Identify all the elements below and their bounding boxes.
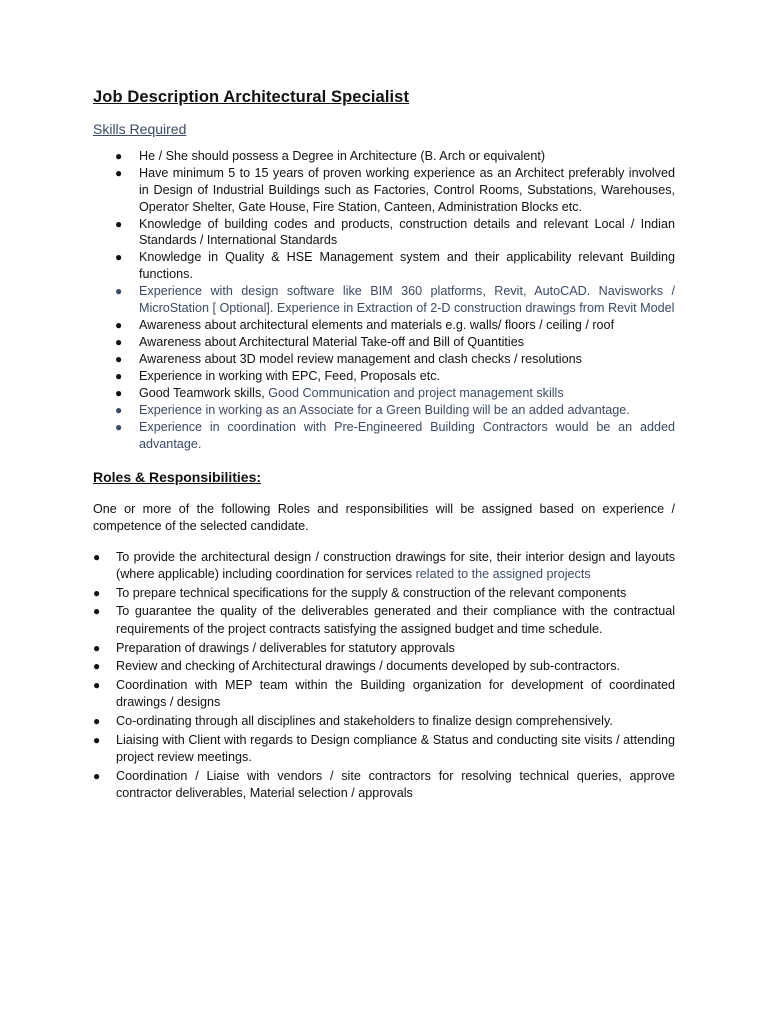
skill-text: Knowledge of building codes and products, construction details and relevant Local / Indian Standards / International Standards [139, 216, 675, 248]
role-text: To prepare technical specifications for the supply & construction of the relevant components [116, 585, 627, 600]
bullet-icon: ● [115, 385, 123, 400]
role-text: Review and checking of Architectural drawings / documents developed by sub-contractors. [116, 659, 621, 674]
bullet-icon: ● [115, 402, 123, 417]
bullet-icon: ● [93, 604, 101, 619]
bullet-icon: ● [115, 317, 123, 332]
skill-text: Good Teamwork skills, [139, 385, 269, 400]
document-page [93, 86, 675, 804]
skill-item [93, 419, 675, 453]
role-item [93, 603, 675, 638]
skill-item [93, 249, 675, 283]
skill-item [93, 317, 675, 334]
skill-item [93, 216, 675, 250]
role-item [93, 732, 675, 767]
role-item [93, 768, 675, 803]
role-text: Liaising with Client with regards to Design compliance & Status and conducting site visits / attending project review meetings. [116, 732, 675, 765]
roles-heading: Roles & Responsibilities: [93, 469, 262, 486]
skill-text-muted: Good Communication and project management skills [268, 385, 564, 400]
bullet-icon: ● [115, 284, 123, 299]
bullet-icon: ● [115, 149, 123, 163]
skill-text: He / She should possess a Degree in Architecture (B. Arch or equivalent) [139, 149, 546, 163]
role-text: To provide the architectural design / construction drawings for site, their interior design and layouts (where applicable) including coordination for services [116, 549, 675, 581]
role-item [93, 585, 675, 602]
role-text: Preparation of drawings / deliverables for statutory approvals [116, 640, 455, 655]
skill-item [93, 351, 675, 368]
role-item [93, 658, 675, 675]
roles-intro: One or more of the following Roles and responsibilities will be assigned based on experience / competence of the selected candidate. [93, 502, 675, 533]
bullet-icon: ● [115, 419, 123, 434]
roles-list [93, 549, 675, 803]
bullet-icon: ● [93, 549, 101, 564]
skill-item [93, 148, 675, 165]
bullet-icon: ● [115, 250, 123, 265]
role-text-muted: related to the assigned projects [415, 567, 591, 581]
role-text: Coordination with MEP team within the Building organization for development of coordinated drawings / designs [116, 677, 675, 710]
bullet-icon: ● [115, 368, 123, 383]
role-item [93, 677, 675, 712]
skill-item [93, 385, 675, 402]
skill-text: Experience in coordination with Pre-Engineered Building Contractors would be an added advantage. [139, 419, 675, 451]
bullet-icon: ● [115, 216, 123, 231]
skill-item [93, 368, 675, 385]
bullet-icon: ● [115, 351, 123, 366]
skill-text: Awareness about 3D model review management and clash checks / resolutions [139, 351, 582, 366]
skill-text: Have minimum 5 to 15 years of proven working experience as an Architect preferably involved in Design of Industrial Buildings such as Factories, Control Rooms, Substations, Warehouses, Operator Shelter, Gate House, Fire Station, Canteen, Administration Blocks etc. [139, 165, 675, 214]
skill-text: Experience with design software like BIM 360 platforms, Revit, AutoCAD. Navisworks / MicroStation [ Optional]. Experience in Extraction of 2-D construction drawings from Revit Model [139, 284, 675, 315]
role-item [93, 640, 675, 657]
role-text: Co-ordinating through all disciplines and stakeholders to finalize design comprehensively. [116, 714, 613, 729]
bullet-icon: ● [93, 640, 101, 655]
skill-text: Awareness about architectural elements and materials e.g. walls/ floors / ceiling / roof [139, 317, 615, 332]
bullet-icon: ● [93, 659, 101, 674]
bullet-icon: ● [93, 714, 101, 729]
role-item [93, 549, 675, 584]
skill-text: Experience in working as an Associate for a Green Building will be an added advantage. [139, 402, 630, 417]
skill-item [93, 165, 675, 215]
skill-text: Knowledge in Quality & HSE Management system and their applicability relevant Building functions. [139, 250, 675, 282]
role-text: To guarantee the quality of the deliverables generated and their compliance with the contractual requirements of the project contracts satisfying the assigned budget and time schedule. [116, 604, 675, 636]
bullet-icon: ● [93, 732, 101, 747]
skill-item [93, 283, 675, 317]
role-text: Coordination / Liaise with vendors / site contractors for resolving technical queries, approve contractor deliverables, Material selection / approvals [116, 768, 675, 801]
bullet-icon: ● [93, 585, 101, 600]
skill-item [93, 402, 675, 419]
bullet-icon: ● [93, 768, 101, 783]
bullet-icon: ● [115, 334, 123, 349]
document-title: Job Description Architectural Specialist [93, 88, 410, 106]
skills-list [93, 148, 675, 452]
skill-text: Awareness about Architectural Material Take-off and Bill of Quantities [139, 334, 525, 349]
bullet-icon: ● [93, 677, 101, 692]
skills-heading: Skills Required [93, 121, 187, 137]
role-item [93, 713, 675, 730]
skill-text: Experience in working with EPC, Feed, Proposals etc. [139, 368, 440, 383]
bullet-icon: ● [115, 165, 123, 180]
skill-item [93, 334, 675, 351]
